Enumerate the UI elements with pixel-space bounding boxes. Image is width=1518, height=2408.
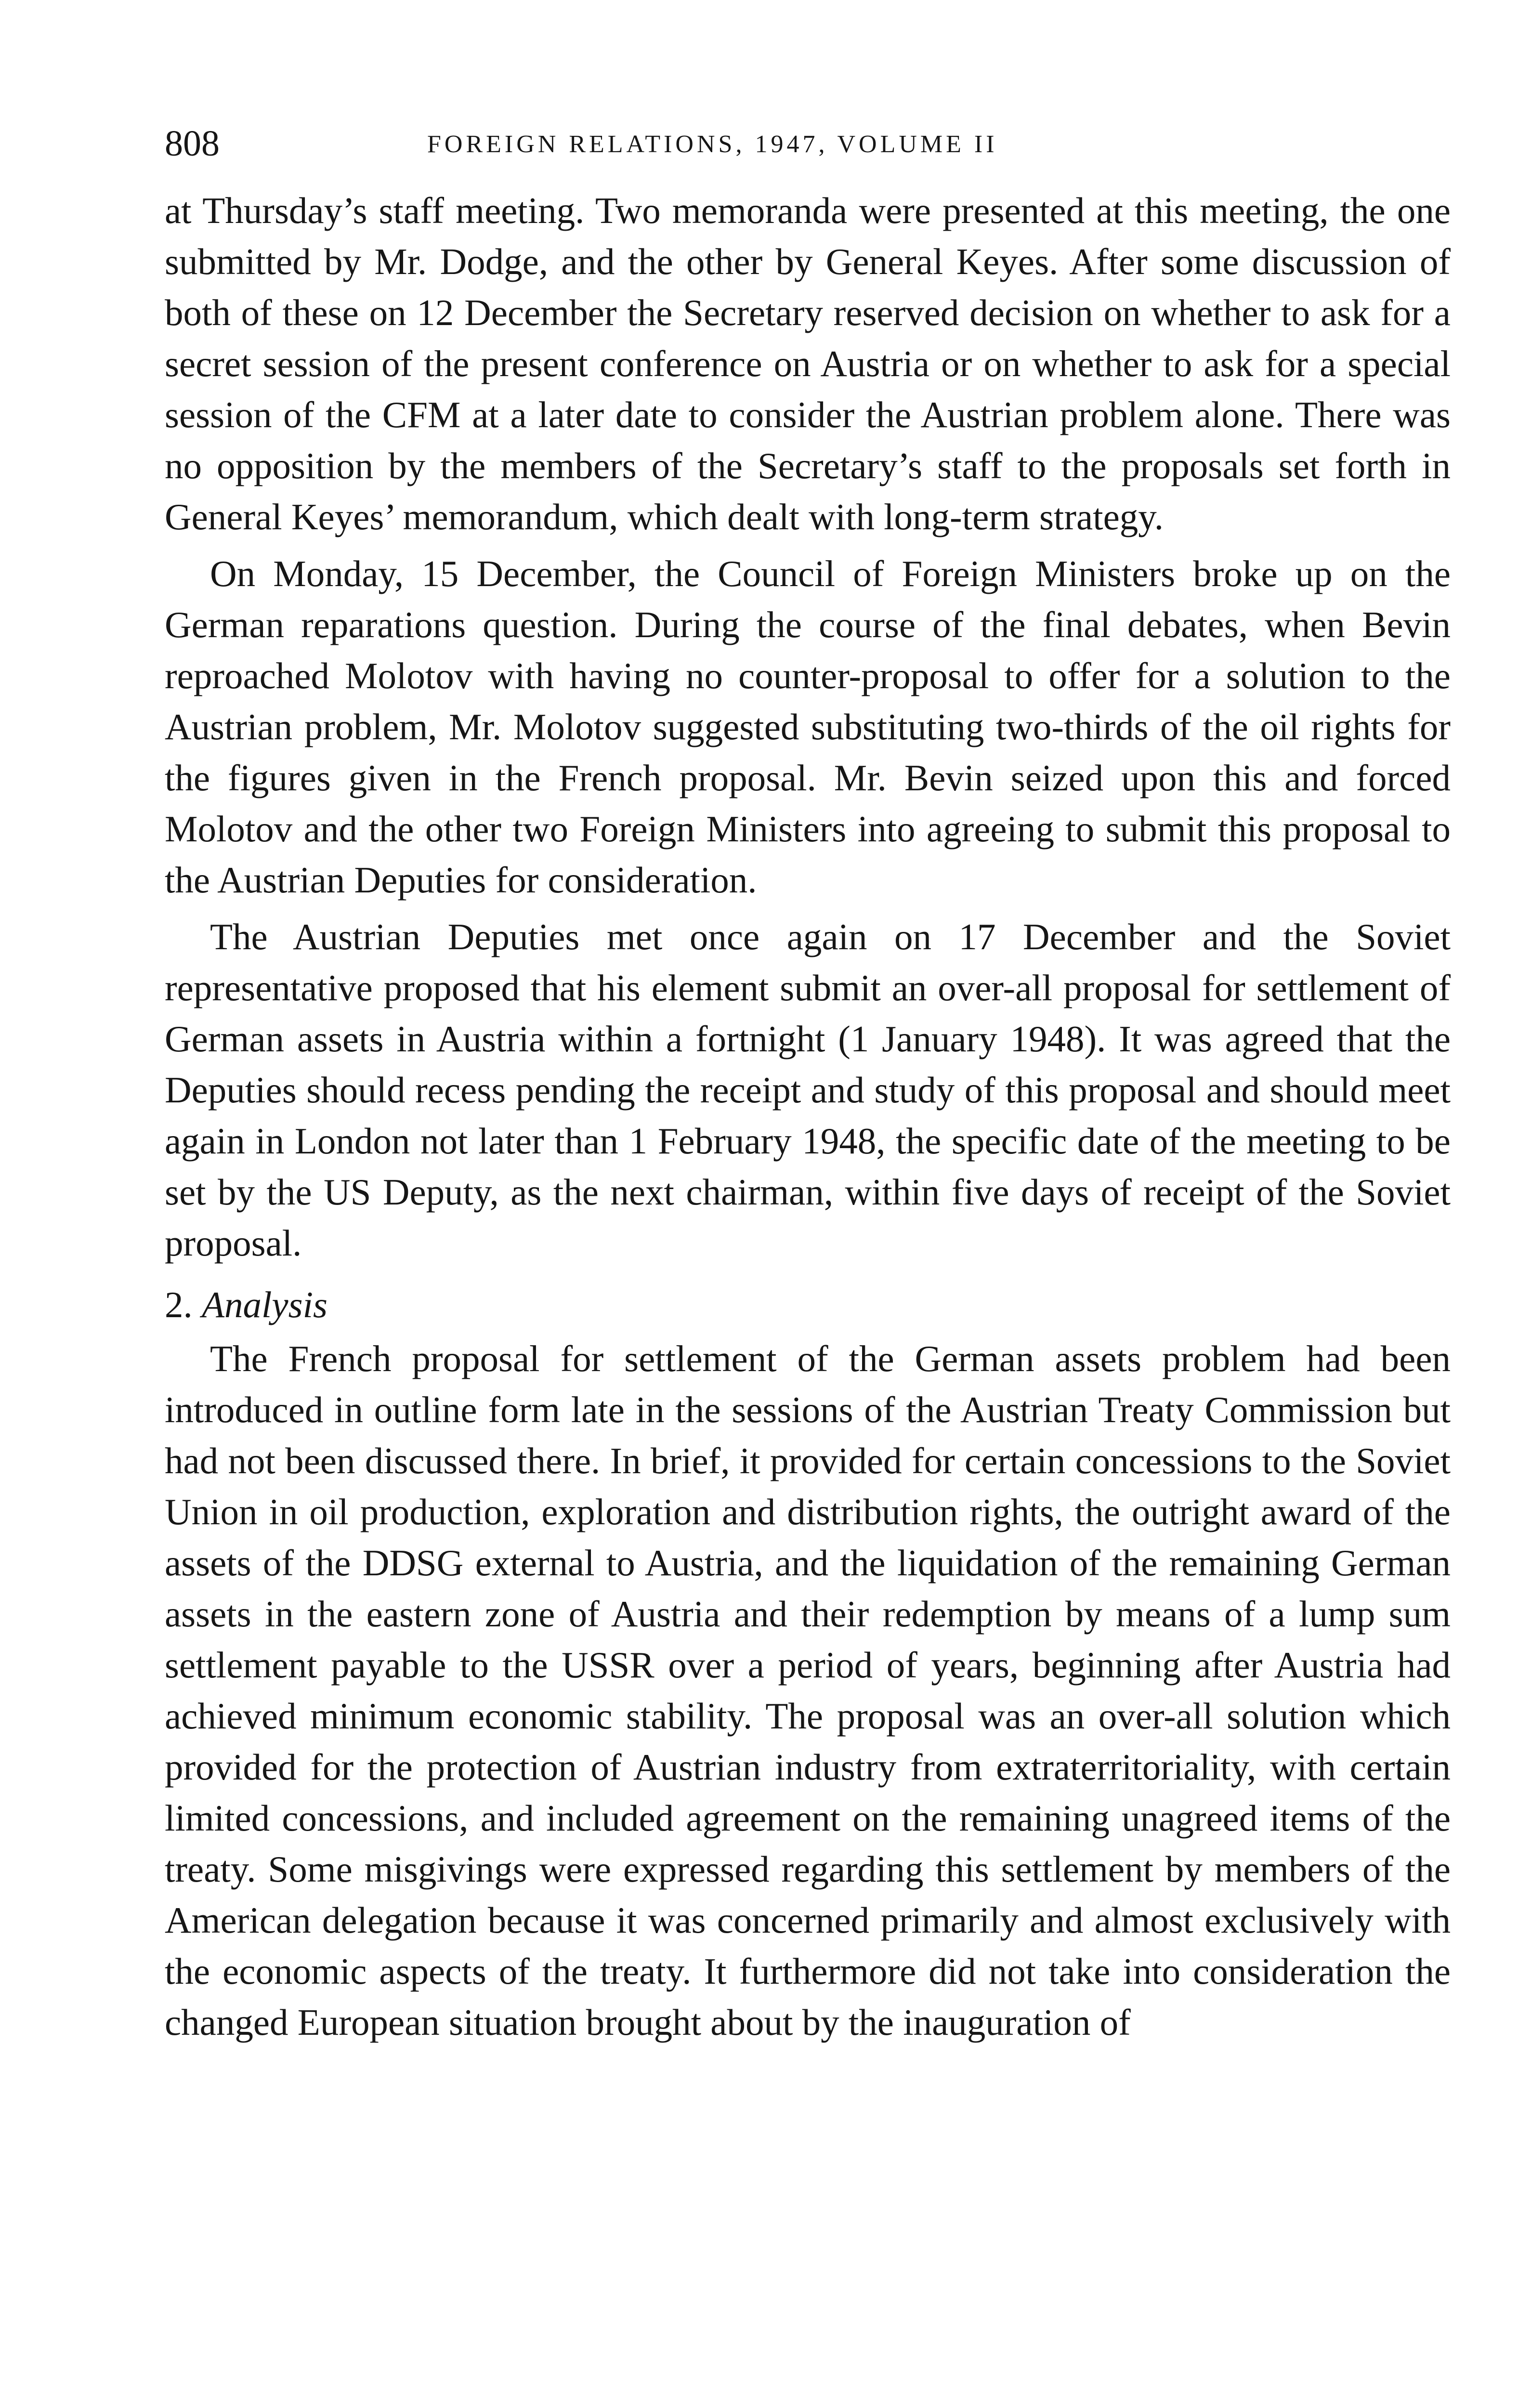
section-heading-analysis <box>165 1279 1451 1330</box>
page-number: 808 <box>165 123 220 164</box>
paragraph-continuation: at Thursday’s staff meeting. Two memoranda were presented at this meeting, the one submitted by Mr. Dodge, and the other by General Keyes. After some discussion of both of these on 12 December the Secretary reserved decision on whether to ask for a secret session of the present conference on Austria or on whether to ask for a special session of the CFM at a later date to consider the Austrian problem alone. There was no opposition by the members of the Secretary’s staff to the proposals set forth in General Keyes’ memorandum, which dealt with long-term strategy. <box>165 190 1451 537</box>
section-number: 2. <box>165 1284 193 1325</box>
document-page <box>165 120 1451 2054</box>
body-text <box>165 185 1451 2048</box>
paragraph-french-proposal: The French proposal for settlement of the German assets problem had been introduced in outline form late in the sessions of the Austrian Treaty Commission but had not been discussed there. In brief, it provided for certain concessions to the Soviet Union in oil production, exploration and distribution rights, the outright award of the assets of the DDSG external to Austria, and the liquidation of the remaining German assets in the eastern zone of Austria and their redemption by means of a lump sum settlement payable to the USSR over a period of years, beginning after Austria had achieved minimum economic stability. The proposal was an over-all solution which provided for the protection of Austrian industry from extraterritoriality, with certain limited concessions, and included agreement on the remaining unagreed items of the treaty. Some misgivings were expressed regarding this settlement by members of the American delegation because it was concerned primarily and almost exclusively with the economic aspects of the treaty. It furthermore did not take into consideration the changed European situation brought about by the inauguration of <box>165 1338 1451 2043</box>
paragraph-deputies-meeting: The Austrian Deputies met once again on 17 December and the Soviet representative proposed that his element submit an over-all proposal for settlement of German assets in Austria within a fortnight (1 January 1948). It was agreed that the Deputies should recess pending the receipt and study of this proposal and should meet again in London not later than 1 February 1948, the specific date of the meeting to be set by the US Deputy, as the next chairman, within five days of receipt of the Soviet proposal. <box>165 916 1451 1264</box>
running-title: FOREIGN RELATIONS, 1947, VOLUME II <box>427 131 998 158</box>
section-title: Analysis <box>202 1284 327 1325</box>
running-header <box>165 120 1451 164</box>
paragraph-cfm-breakup: On Monday, 15 December, the Council of Foreign Ministers broke up on the German reparations question. During the course of the final debates, when Bevin reproached Molotov with having no counter-proposal to offer for a solution to the Austrian problem, Mr. Molotov suggested substituting two-thirds of the oil rights for the figures given in the French proposal. Mr. Bevin seized upon this and forced Molotov and the other two Foreign Ministers into agreeing to submit this proposal to the Austrian Deputies for consideration. <box>165 553 1451 901</box>
